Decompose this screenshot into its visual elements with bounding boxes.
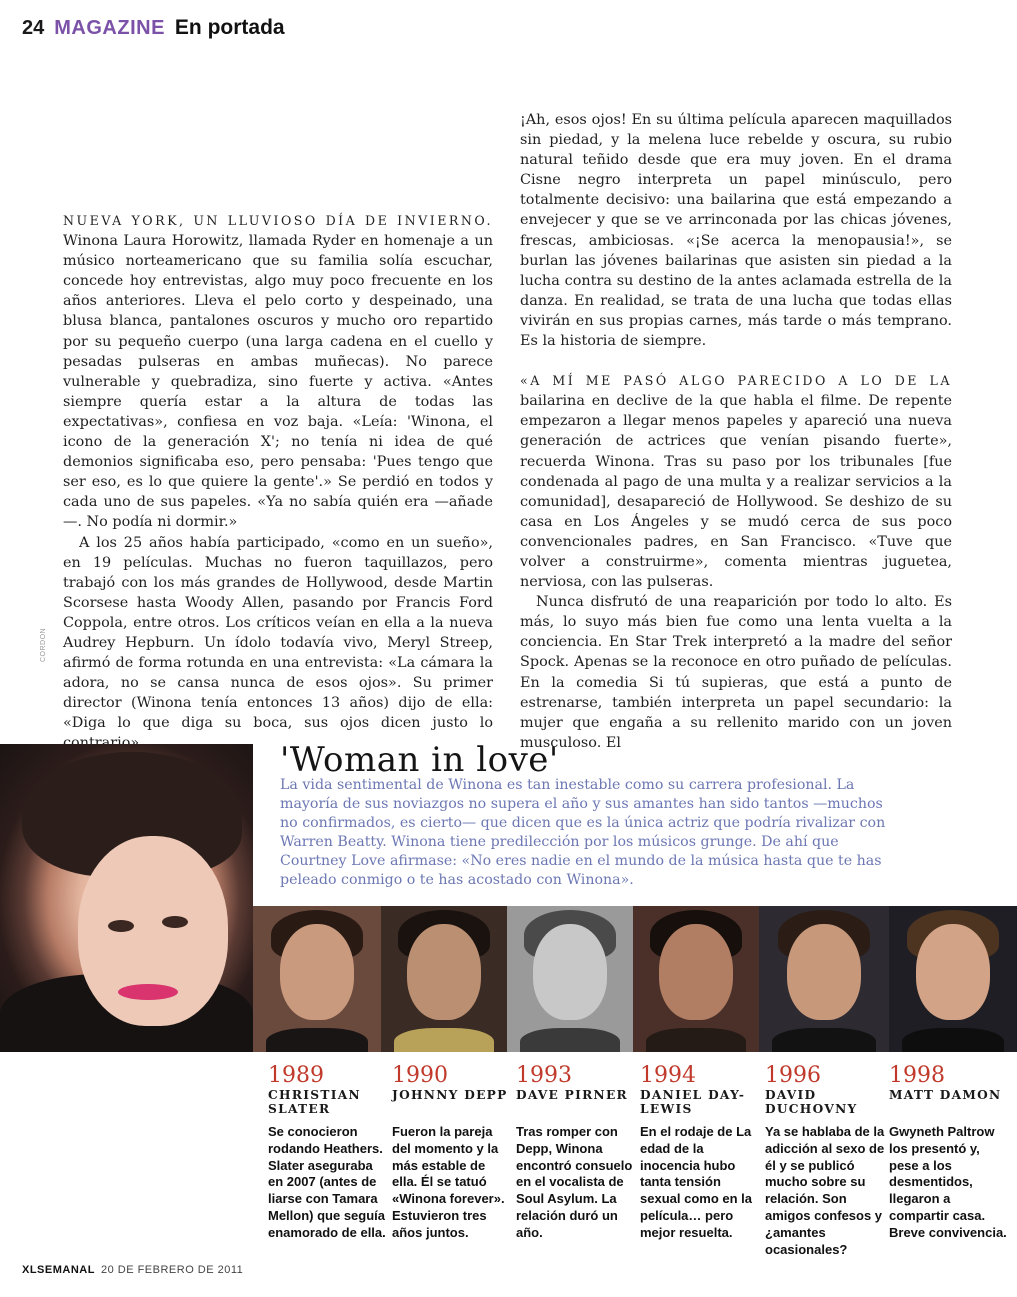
column-2-lead: «A MÍ ME PASÓ ALGO PARECIDO A LO DE LA bbox=[520, 373, 952, 389]
photo-david-duchovny bbox=[759, 906, 889, 1052]
timeline-year: 1993 bbox=[516, 1063, 572, 1088]
footer-brand: XLSEMANAL bbox=[22, 1264, 95, 1276]
column-1-paragraph-2: A los 25 años había participado, «como en un sueño», en 19 películas. Muchas no fueron taquillazos, pero trabajó con los más grandes de Hollywood, desde Martin Scorsese hasta Woody Allen, pasando por Francis Ford Coppola, entre otros. Los críticos veían en ella a la nueva Audrey Hepburn. Un ídolo todavía vivo, Meryl Streep, afirmó de forma rotunda en una entrevista: «La cámara la adora, no se cansa nunca de esos ojos». Su primer director (Winona tenía entonces 13 años) dijo de ella: «Diga lo que diga su boca, sus ojos dicen justo lo bbox=[63, 534, 493, 732]
article-column-1 bbox=[63, 211, 493, 754]
photo-dave-pirner bbox=[507, 906, 633, 1052]
column-1-paragraph-1: Winona Laura Horowitz, llamada Ryder en homenaje a un músico norteamericano que su familia solía escuchar, concede hoy entrevistas, algo muy poco frecuente en los años anteriores. Lleva el pelo corto y despeinado, una blusa blanca, pantalones oscuros y mucho oro repartido por su pequeño cuerpo (una larga cadena en el cuello y pesadas pulseras en ambas muñecas). No parece vulnerable y quebradiza, sino fuerte y activa. «Antes siempre quería estar a la altura de todas las expectativas», confiesa en voz baja. «Leía: 'Winona, el icono de la generación X'; no tenía ni idea de qué demonios significaba eso, pero pensaba: 'Pues tengo que ser eso, es lo que quiere la gente'.» Se perdió en todos y cada uno de sus papeles. «Ya no sabía quién era —añade—. No podía ni dormir.» bbox=[63, 233, 493, 531]
column-2-paragraph-2: bailarina en declive de la que habla el filme. De repente empezaron a llegar menos papeles y apareció una nueva generación de actrices que venían pisando fuerte», recuerda Winona. Tras su paso por los tribunales [fue condenada al pago de una multa y a realizar servicios a la comunidad], desapareció de Hollywood. Se deshizo de su casa en Los Ángeles y se mudó cerca de sus poco convencionales padres, en San Francisco. «Tuve que volver a construirme», comenta mientras juguetea, nerviosa, con las pulseras. bbox=[520, 393, 952, 591]
column-2-paragraph-1: ¡Ah, esos ojos! En su última película aparecen maquillados sin piedad, y la melena luce rebelde y oscura, su rubio natural teñido desde que era muy joven. En el drama Cisne negro interpreta un papel minúsculo, pero totalmente decisivo: una bailarina que está empezando a envejecer y que se ve arrinconada por las chicas jóvenes, frescas, ambiciosas. «¡Se acerca la menopausia!», se burlan las jóvenes bailarinas que asisten sin piedad a la lucha contra su destino de la antes aclamada estrella de la danza. En realidad, se trata de una lucha que todas ellas vivirán en sus propias carnes, más tarde o más temprano. Es la historia de siempre. bbox=[520, 112, 952, 350]
timeline-text: Fueron la pareja del momento y la más estable de ella. Él se tatuó «Winona forever». Estuvieron tres años juntos. bbox=[392, 1124, 505, 1240]
timeline-entry-1998 bbox=[889, 1064, 1009, 1242]
timeline-year: 1998 bbox=[889, 1063, 945, 1088]
timeline-name: CHRISTIAN SLATER bbox=[268, 1088, 361, 1116]
page-number: 24 bbox=[22, 17, 45, 39]
photo-credit: CORDON bbox=[40, 627, 47, 662]
photo-christian-slater bbox=[253, 906, 381, 1052]
timeline-year: 1994 bbox=[640, 1063, 696, 1088]
timeline-text: Ya se hablaba de la adicción al sexo de él y se publicó mucho sobre su relación. Son amigos confesos y ¿amantes ocasionales? bbox=[765, 1124, 885, 1257]
timeline-year: 1989 bbox=[268, 1063, 324, 1088]
timeline-name: JOHNNY DEPP bbox=[392, 1088, 508, 1102]
partner-photo-strip bbox=[253, 906, 1017, 1052]
timeline-year: 1990 bbox=[392, 1063, 448, 1088]
timeline-name: MATT DAMON bbox=[889, 1088, 1002, 1102]
timeline-entry-1989 bbox=[268, 1064, 388, 1242]
timeline-name: DAVE PIRNER bbox=[516, 1088, 628, 1102]
timeline-entry-1994 bbox=[640, 1064, 760, 1242]
timeline-entry-1993 bbox=[516, 1064, 636, 1242]
timeline-text: Tras romper con Depp, Winona encontró consuelo en el vocalista de Soul Asylum. La relación duró un año. bbox=[516, 1124, 633, 1240]
timeline-text: Gwyneth Paltrow los presentó y, pese a los desmentidos, llegaron a compartir casa. Breve convivencia. bbox=[889, 1124, 1007, 1240]
column-1-lead: NUEVA YORK, UN LLUVIOSO DÍA DE INVIERNO. bbox=[63, 213, 493, 228]
timeline-entry-1996 bbox=[765, 1064, 885, 1258]
page-footer bbox=[22, 1264, 243, 1276]
subsection-label: En portada bbox=[174, 16, 285, 39]
timeline-entry-1990 bbox=[392, 1064, 512, 1242]
page-header bbox=[22, 16, 285, 46]
timeline-text: Se conocieron rodando Heathers. Slater aseguraba en 2007 (antes de liarse con Tamara Mellon) que seguía enamorado de ella. bbox=[268, 1124, 386, 1240]
photo-matt-damon bbox=[889, 906, 1017, 1052]
winona-portrait bbox=[0, 744, 253, 1052]
sidebar-title: 'Woman in love' bbox=[280, 740, 559, 780]
photo-daniel-day-lewis bbox=[633, 906, 759, 1052]
article-column-2 bbox=[520, 110, 952, 753]
photo-johnny-depp bbox=[381, 906, 507, 1052]
footer-date: 20 DE FEBRERO DE 2011 bbox=[100, 1264, 244, 1276]
timeline-text: En el rodaje de La edad de la inocencia hubo tanta tensión sexual como en la película… pero mejor resuelta. bbox=[640, 1124, 752, 1240]
timeline-name: DAVID DUCHOVNY bbox=[765, 1088, 858, 1116]
column-2-paragraph-3: Nunca disfrutó de una reaparición por todo lo alto. Es más, lo suyo más bien fue como una lenta vuelta a la conciencia. En Star Trek interpretó a la madre del señor Spock. Apenas se la reconoce en otro puñado de películas. En la comedia Si tú supieras, que está a punto de estrenarse, también interpreta un papel secundario: la mujer que engaña a su rellenito marido con un joven musculoso. El bbox=[520, 594, 952, 751]
timeline-year: 1996 bbox=[765, 1063, 821, 1088]
timeline-name: DANIEL DAY-LEWIS bbox=[640, 1088, 746, 1116]
section-label: MAGAZINE bbox=[54, 17, 165, 39]
sidebar-intro: La vida sentimental de Winona es tan inestable como su carrera profesional. La mayoría de sus noviazgos no supera el año y sus amantes han sido tantos —muchos no confirmados, es cierto— que dicen que es la única actriz que podría rivalizar con Warren Beatty. Winona tiene predilección por los músicos grunge. De ahí que Courtney Love afirmase: «No eres nadie en el mundo de la música hasta que te has peleado conmigo o te has acostado con Winona». bbox=[280, 777, 886, 888]
